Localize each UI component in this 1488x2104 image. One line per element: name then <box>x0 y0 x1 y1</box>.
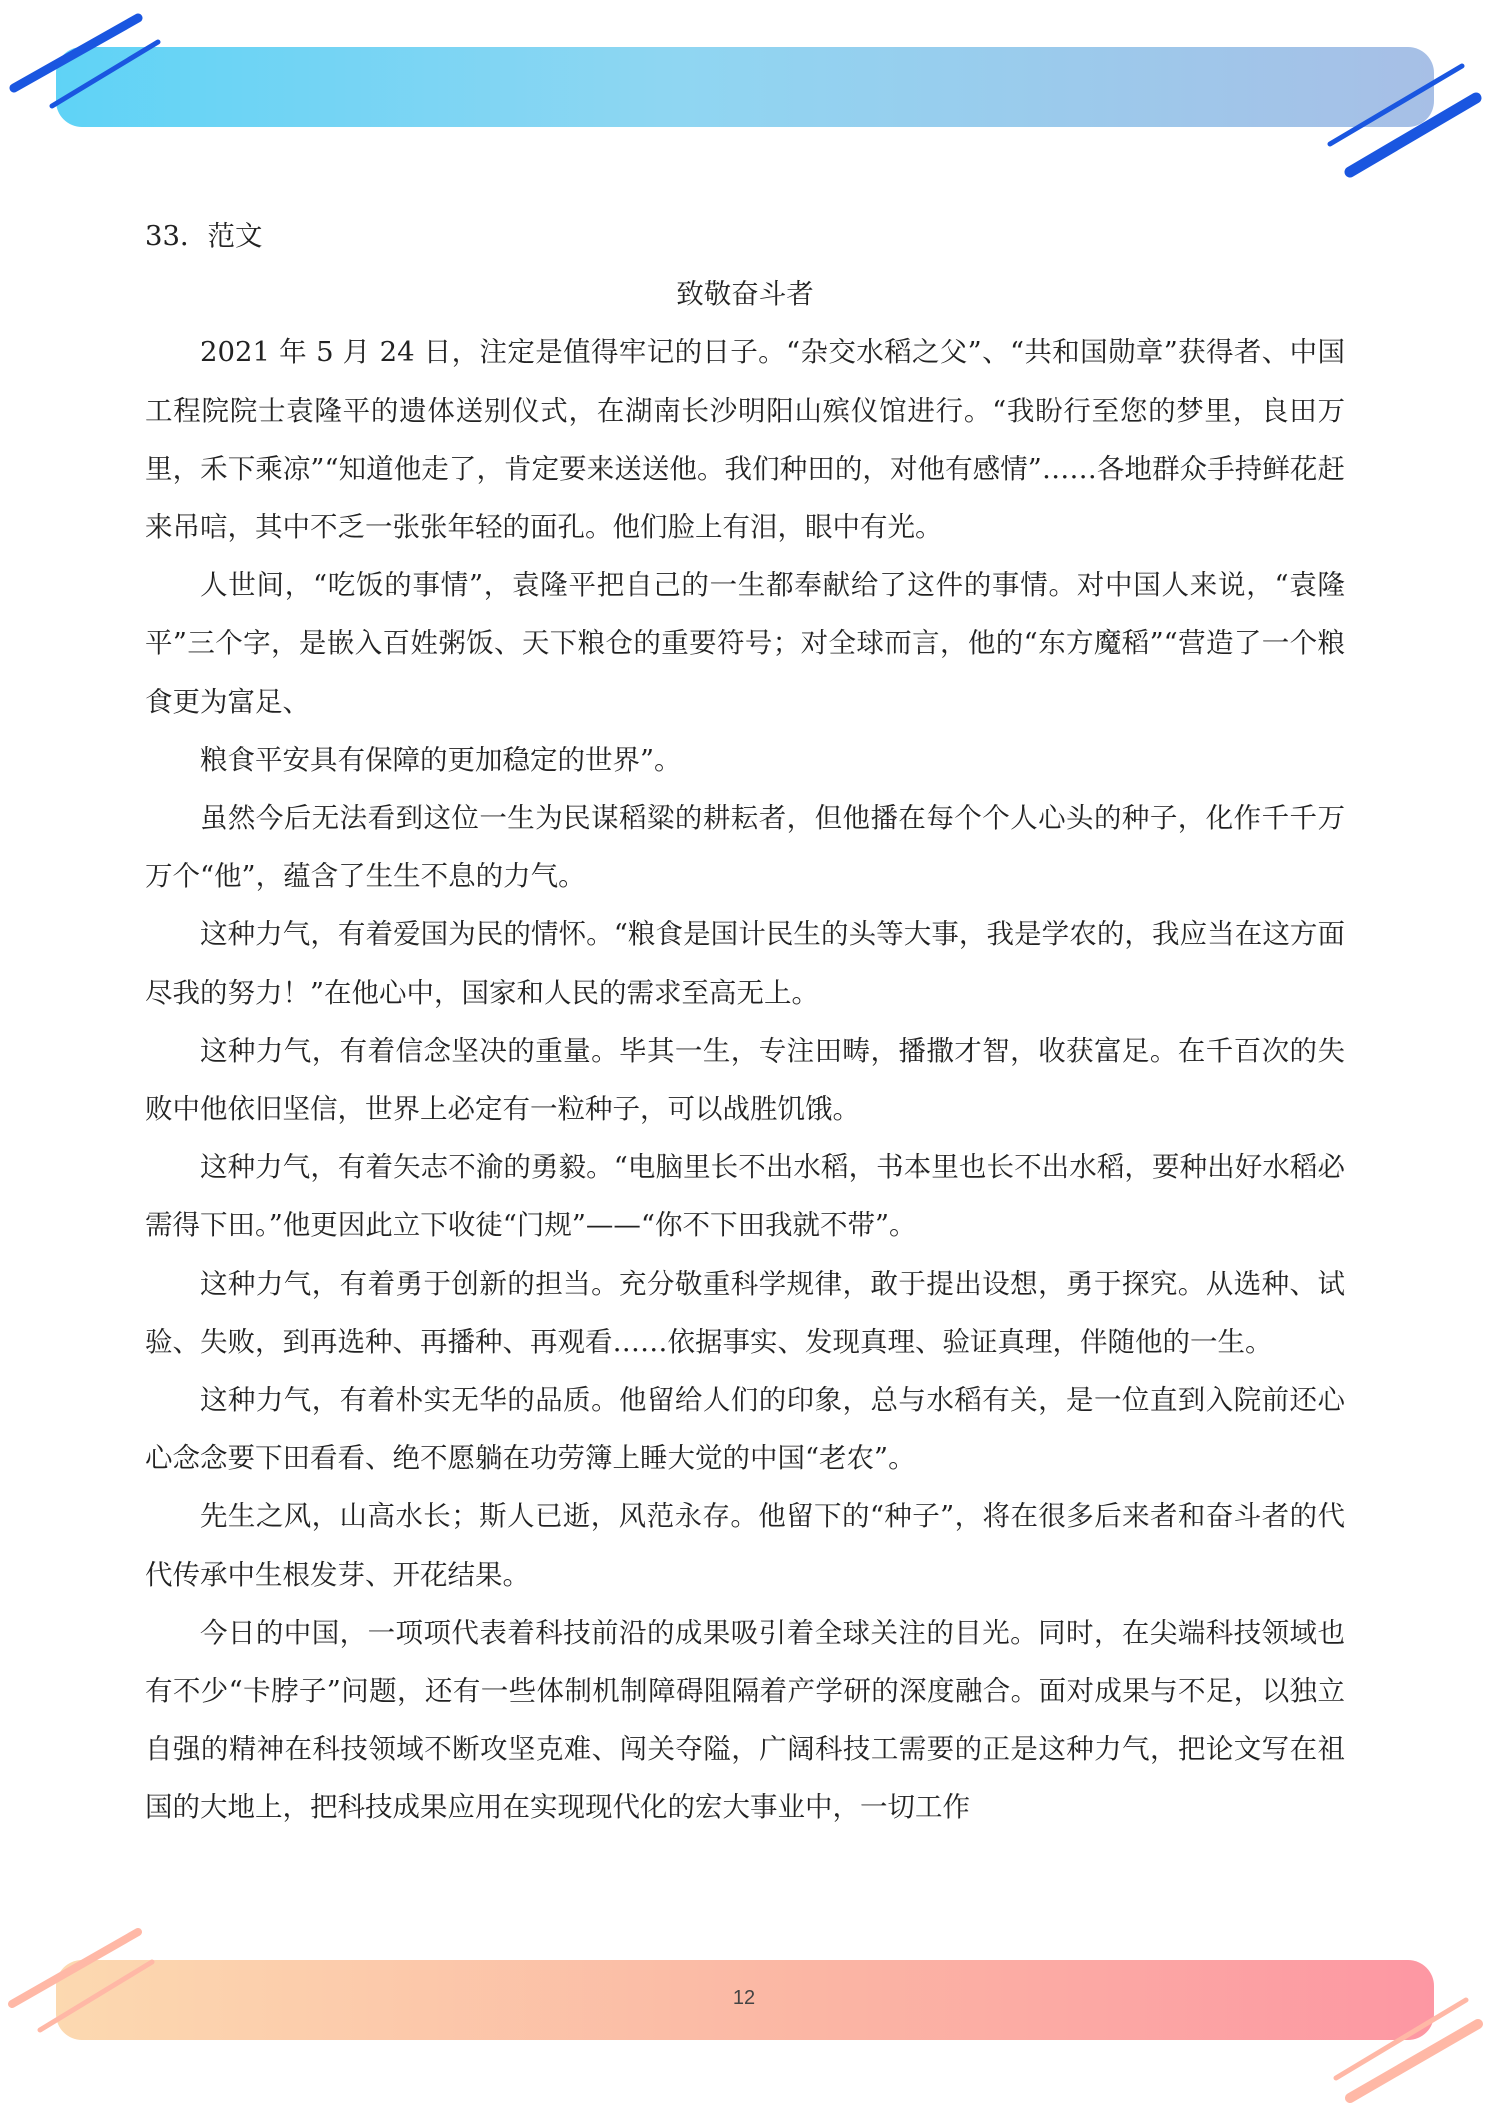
paragraph-3: 粮食平安具有保障的更加稳定的世界”。 <box>200 743 682 776</box>
paragraph-8: 这种力气，有着勇于创新的担当。充分敬重科学规律，敢于提出设想，勇于探究。从选种、试验、失败，到再选种、再播种、再观看……依据事实、发现真理、验证真理，伴随他的一生。 <box>145 1267 1345 1358</box>
page-number: 12 <box>732 1987 756 2009</box>
paragraph-10: 先生之风，山高水长；斯人已逝，风范永存。他留下的“种子”，将在很多后来者和奋斗者的代代传承中生根发芽、开花结果。 <box>145 1500 1345 1591</box>
paragraph-6: 这种力气，有着信念坚决的重量。毕其一生，专注田畴，播撒才智，收获富足。在千百次的失败中他依旧坚信，世界上必定有一粒种子，可以战胜饥饿。 <box>145 1034 1345 1126</box>
header-stripes-decoration <box>0 0 1488 200</box>
paragraph-5: 这种力气，有着爱国为民的情怀。“粮食是国计民生的头等大事，我是学农的，我应当在这方面尽我的努力！”在他心中，国家和人民的需求至高无上。 <box>145 918 1345 1009</box>
essay-title: 致敬奋斗者 <box>676 278 814 311</box>
paragraph-9: 这种力气，有着朴实无华的品质。他留给人们的印象，总与水稻有关，是一位直到入院前还心心念念要下田看看、绝不愿躺在功劳簿上睡大觉的中国“老农”。 <box>145 1384 1345 1475</box>
section-label: 33．范文 <box>145 220 263 252</box>
document-body <box>145 207 1345 1837</box>
paragraph-11: 今日的中国，一项项代表着科技前沿的成果吸引着全球关注的目光。同时，在尖端科技领域也有不少“卡脖子”问题，还有一些体制机制障碍阻隔着产学研的深度融合。面对成果与不足，以独立自强的精神在科技领域不断攻坚克难、闯关夺隘，广阔科技工需要的正是这种力气，把论文写在祖国的大地上，把科技成果应用在实现现代化的宏大事业中，一切工作 <box>145 1616 1345 1824</box>
paragraph-7: 这种力气，有着矢志不渝的勇毅。“电脑里长不出水稻，书本里也长不出水稻，要种出好水稻必需得下田。”他更因此立下收徒“门规”——“你不下田我就不带”。 <box>145 1151 1345 1242</box>
header-stripe-left-2 <box>52 42 158 106</box>
paragraph-1: 2021 年 5 月 24 日，注定是值得牢记的日子。“杂交水稻之父”、“共和国勋章”获得者、中国工程院院士袁隆平的遗体送别仪式，在湖南长沙明阳山殡仪馆进行。“我盼行至您的梦里，良田万里，禾下乘凉”“知道他走了，肯定要来送送他。我们种田的，对他有感情”……各地群众手持鲜花赶来吊唁，其中不乏一张张年轻的面孔。他们脸上有泪，眼中有光。 <box>145 336 1345 544</box>
header-stripe-right-2 <box>1350 98 1476 172</box>
paragraph-4: 虽然今后无法看到这位一生为民谋稻粱的耕耘者，但他播在每个个人心头的种子，化作千千万万个“他”，蕴含了生生不息的力气。 <box>145 802 1345 893</box>
header-stripe-left-1 <box>14 18 138 88</box>
paragraph-2: 人世间，“吃饭的事情”，袁隆平把自己的一生都奉献给了这件的事情。对中国人来说，“袁隆平”三个字，是嵌入百姓粥饭、天下粮仓的重要符号；对全球而言，他的“东方魔稻”“营造了一个粮食更为富足、 <box>145 569 1345 718</box>
header-stripe-right-1 <box>1330 66 1462 144</box>
